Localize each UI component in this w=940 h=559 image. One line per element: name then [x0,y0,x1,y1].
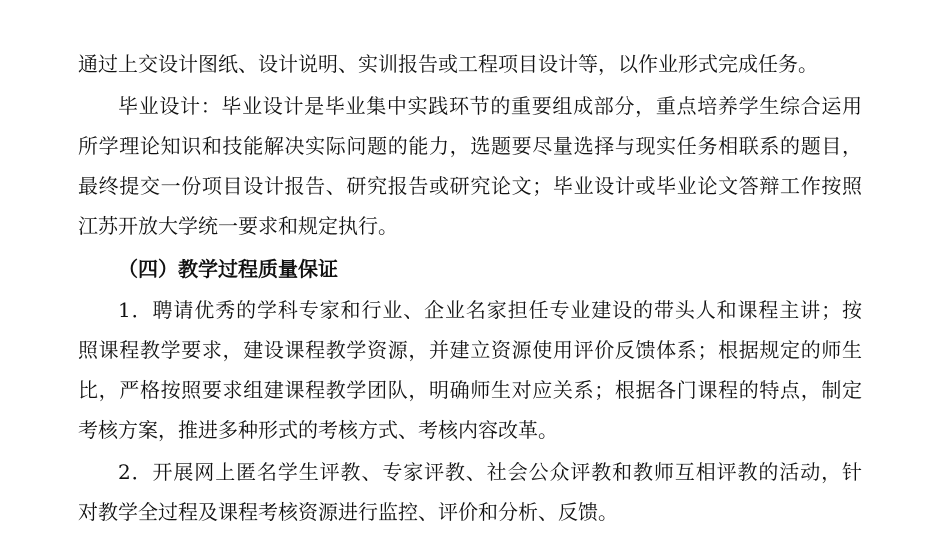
paragraph-line: 所学理论知识和技能解决实际问题的能力，选题要尽量选择与现实任务相联系的题目， [78,134,862,158]
paragraph-line: 江苏开放大学统一要求和规定执行。 [78,214,398,238]
paragraph-line: 考核方案，推进多种形式的考核方式、考核内容改革。 [78,418,558,442]
paragraph-line: 毕业设计：毕业设计是毕业集中实践环节的重要组成部分，重点培养学生综合运用 [118,94,862,118]
paragraph-line: 2．开展网上匿名学生评教、专家评教、社会公众评教和教师互相评教的活动，针 [118,460,862,484]
paragraph-line: 比，严格按照要求组建课程教学团队，明确师生对应关系；根据各门课程的特点，制定 [78,378,862,402]
paragraph-line: 通过上交设计图纸、设计说明、实训报告或工程项目设计等，以作业形式完成任务。 [78,52,818,76]
paragraph-line: 1．聘请优秀的学科专家和行业、企业名家担任专业建设的带头人和课程主讲；按 [118,298,862,322]
paragraph-line: 照课程教学要求，建设课程教学资源，并建立资源使用评价反馈体系；根据规定的师生 [78,338,862,362]
section-heading: （四）教学过程质量保证 [118,257,338,281]
paragraph-line: 对教学全过程及课程考核资源进行监控、评价和分析、反馈。 [78,500,618,524]
paragraph-line: 最终提交一份项目设计报告、研究报告或研究论文；毕业设计或毕业论文答辩工作按照 [78,174,862,198]
